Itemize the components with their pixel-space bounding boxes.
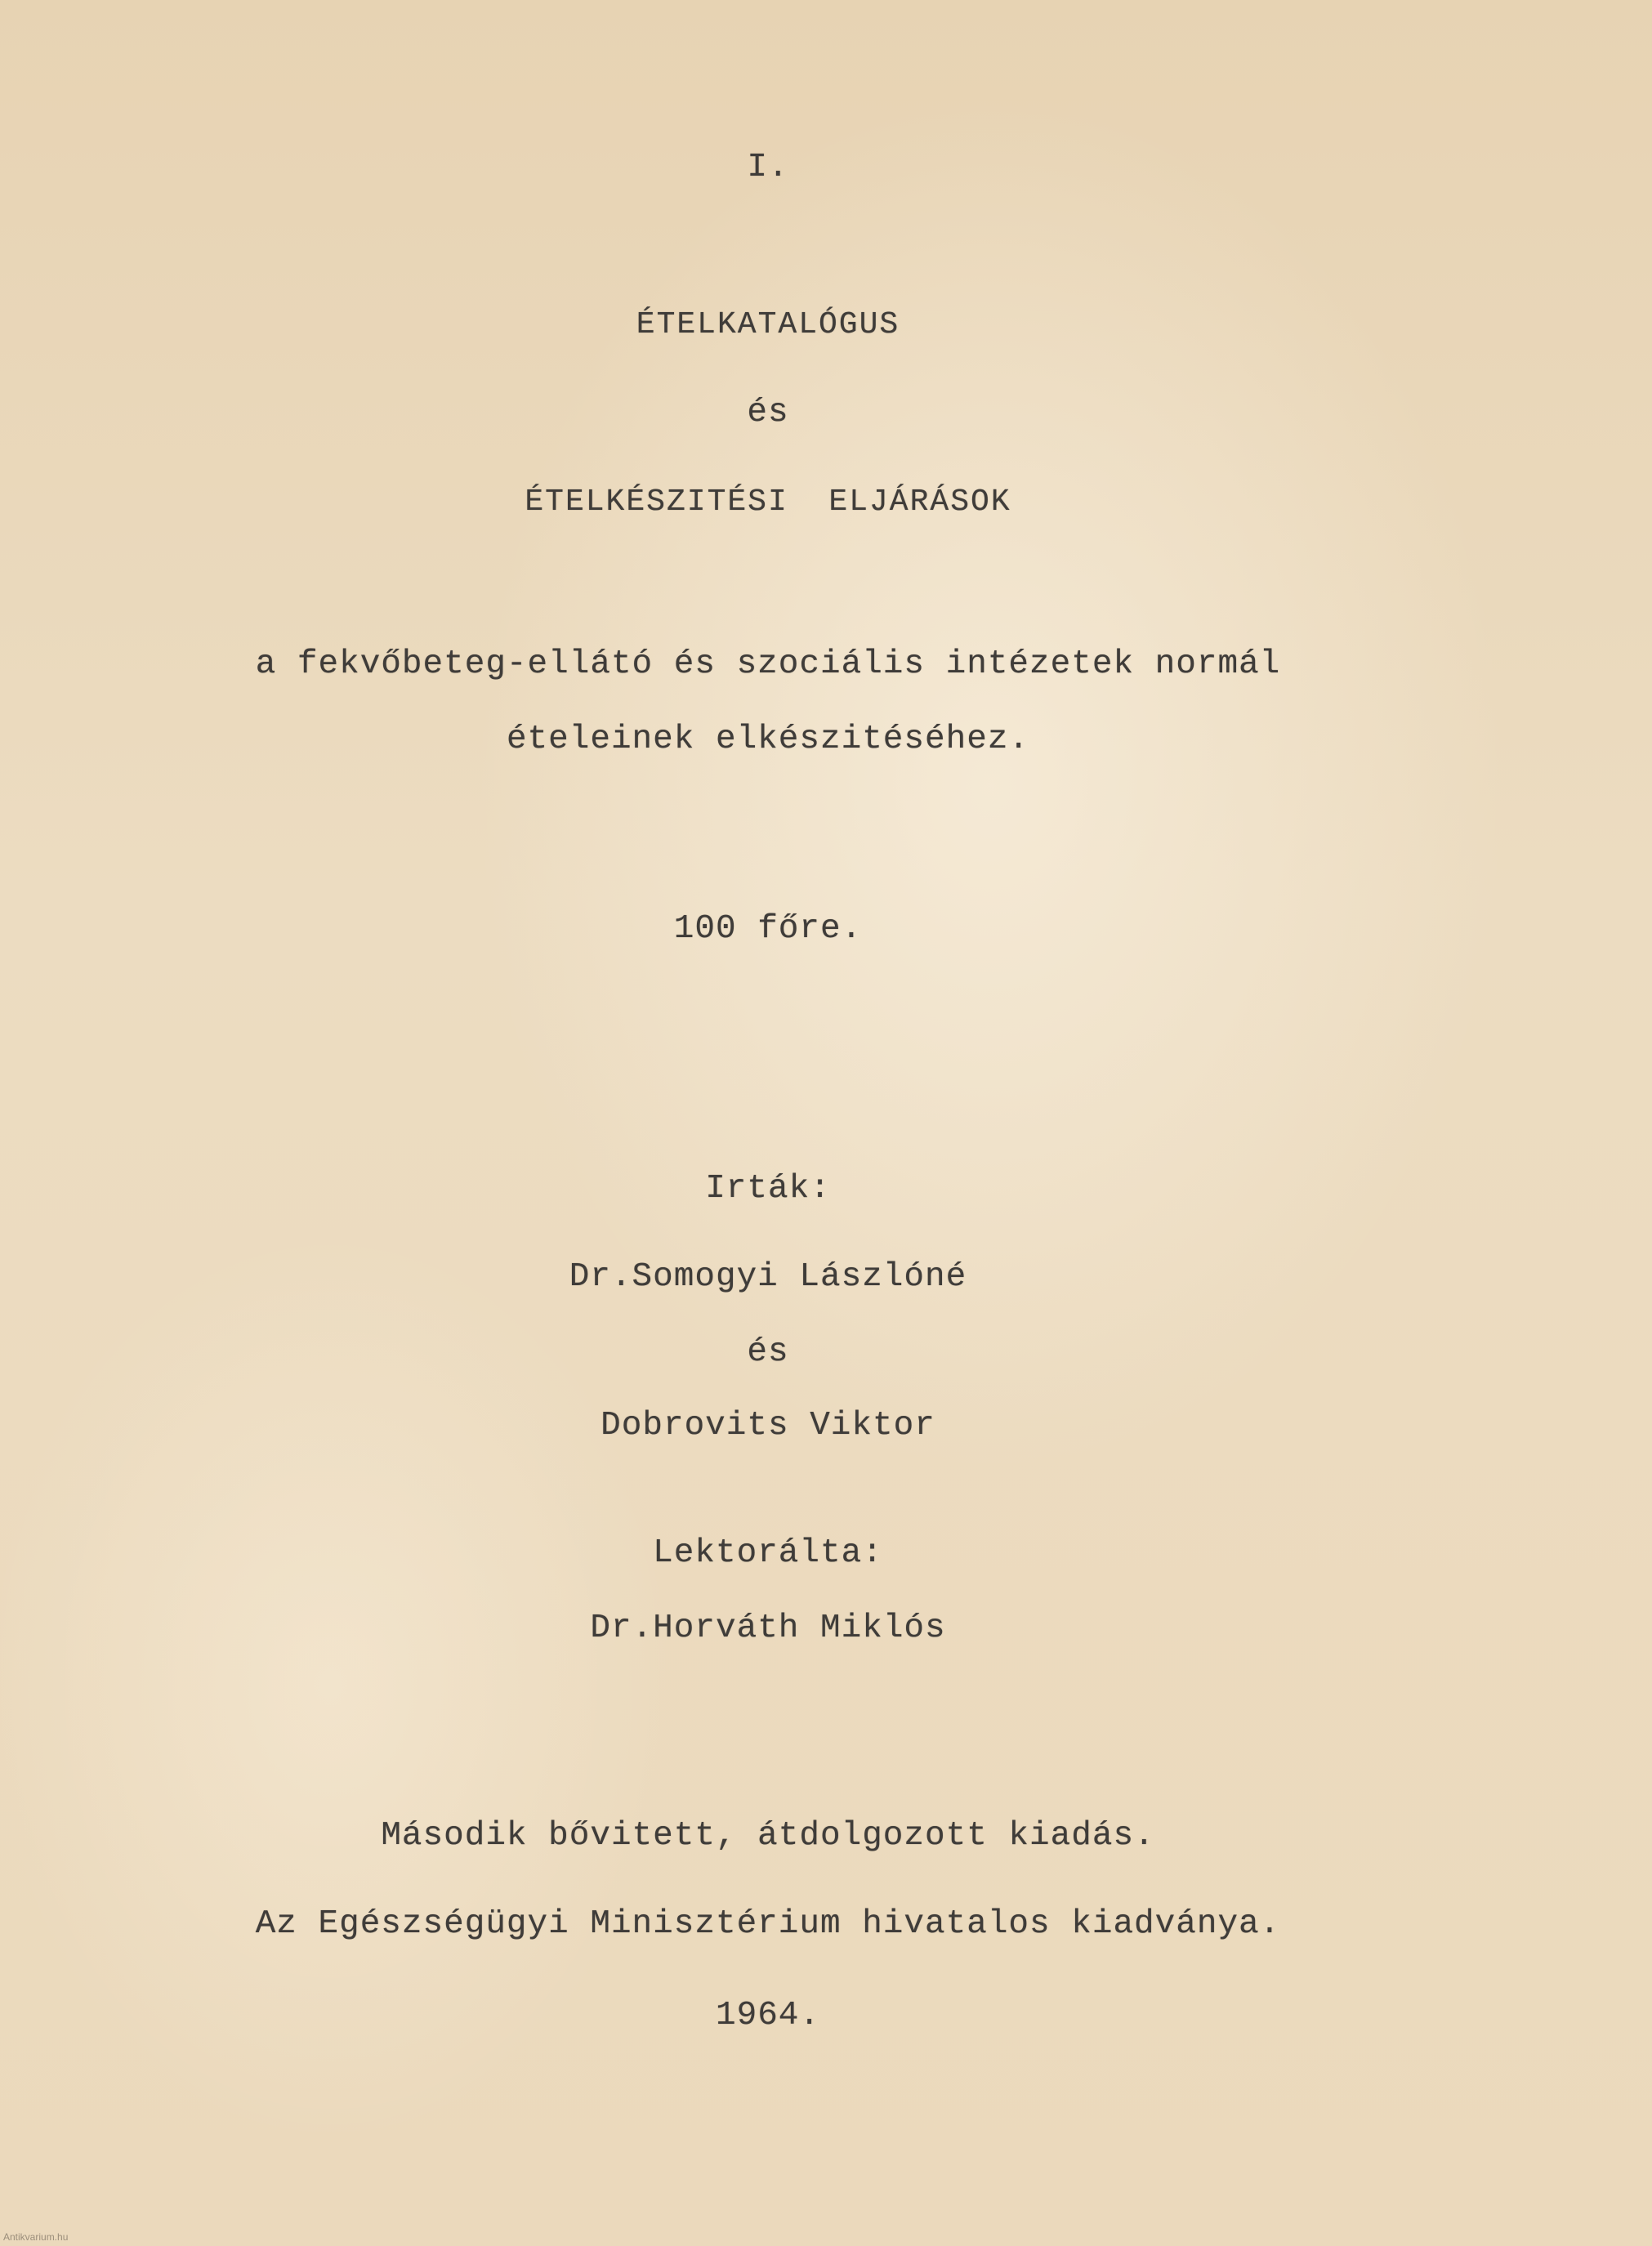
- editor-label: Lektorálta:: [653, 1534, 883, 1572]
- author-name-1: Dr.Somogyi Lászlóné: [569, 1258, 967, 1296]
- title-line-2: ÉTELKÉSZITÉSI ELJÁRÁSOK: [525, 484, 1011, 520]
- subtitle-line-2: ételeinek elkészitéséhez.: [506, 721, 1030, 758]
- author-name-2: Dobrovits Viktor: [601, 1407, 935, 1444]
- title-conjunction: és: [747, 394, 789, 431]
- edition-text: Második bővitett, átdolgozott kiadás.: [381, 1817, 1155, 1855]
- authors-conjunction: és: [747, 1333, 789, 1371]
- publication-year: 1964.: [715, 1997, 821, 2034]
- editor-name: Dr.Horváth Miklós: [590, 1610, 946, 1647]
- subtitle-line-1: a fekvőbeteg-ellátó és szociális intézetek normál: [255, 645, 1281, 683]
- authors-label: Irták:: [705, 1170, 831, 1208]
- publisher-text: Az Egészségügyi Minisztérium hivatalos kiadványa.: [255, 1905, 1281, 1943]
- title-line-1: ÉTELKATALÓGUS: [636, 307, 900, 342]
- portion-text: 100 főre.: [673, 910, 863, 948]
- volume-number: I.: [747, 149, 789, 186]
- watermark-text: Antikvarium.hu: [3, 2231, 69, 2243]
